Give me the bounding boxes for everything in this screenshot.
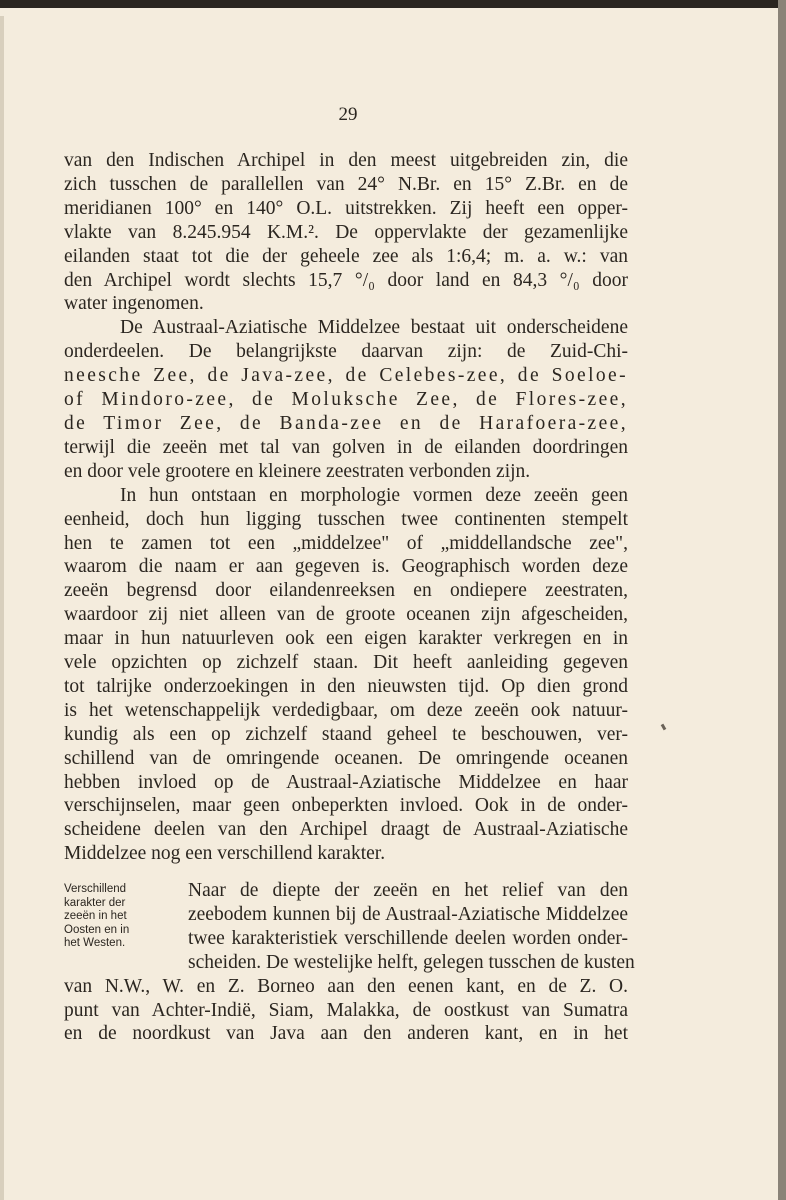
text-line: maar in hun natuurleven ook een eigen karakter verkregen en in — [64, 628, 628, 650]
paragraph-2 — [64, 316, 628, 483]
text-line: Naar de diepte der zeeën en het relief van den — [188, 880, 628, 901]
text-line: de Timor Zee, de Banda-zee en de Harafoera-zee, — [64, 412, 628, 434]
text-line: scheidene deelen van den Archipel draagt de Austraal-Aziatische — [64, 819, 628, 841]
text-line: Middelzee nog een verschillend karakter. — [64, 843, 386, 865]
text-line: neesche Zee, de Java-zee, de Celebes-zee, de Soeloe- — [64, 365, 628, 387]
text-line: scheiden. De westelijke helft, gelegen tusschen de kusten — [188, 951, 635, 973]
text-line: waardoor zij niet alleen van de groote oceanen zijn afgescheiden, — [64, 604, 628, 626]
main-text — [64, 149, 628, 866]
marginal-note-line: Verschillend — [64, 883, 127, 895]
text-line: waarom die naam er aan gegeven is. Geographisch worden deze — [64, 556, 628, 578]
section-2 — [64, 879, 635, 1046]
marginal-note-line: het Westen. — [64, 937, 126, 949]
text-line: hen te zamen tot een „middelzee" of „middellandsche zee", — [64, 532, 628, 554]
text-line: zich tusschen de parallellen van 24° N.Br. en 15° Z.Br. en de — [64, 173, 628, 195]
text-line: In hun ontstaan en morphologie vormen deze zeeën geen — [120, 484, 628, 506]
text-line: en door vele grootere en kleinere zeestraten verbonden zijn. — [64, 460, 531, 482]
text-line: hebben invloed op de Austraal-Aziatische Middelzee en haar — [64, 771, 628, 793]
marginal-note-line: Oosten en in — [64, 923, 130, 936]
page-edge-right — [778, 0, 786, 1200]
text-line: water ingenomen. — [64, 293, 204, 315]
section-2-with-margin — [64, 879, 635, 975]
text-line: vlakte van 8.245.954 K.M.². De oppervlakte der gezamenlijke — [64, 221, 628, 243]
page-number: 29 — [338, 104, 358, 125]
text-line: terwijl die zeeën met tal van golven in de eilanden doordringen — [64, 436, 628, 458]
text-line: verschijnselen, maar geen onbeperkten invloed. Ook in de onder- — [64, 795, 628, 817]
text-line: van N.W., W. en Z. Borneo aan den eenen kant, en de Z. O. — [64, 975, 628, 997]
text-line: twee karakteristiek verschillende deelen worden onder- — [188, 927, 628, 949]
text-line: eilanden staat tot die der geheele zee als 1:6,4; m. a. w.: van — [64, 245, 628, 267]
text-line: en de noordkust van Java aan den anderen kant, en in het — [64, 1023, 628, 1045]
text-line: kundig als een op zichzelf staand geheel te beschouwen, ver- — [64, 723, 628, 745]
text-line: zeeën begrensd door eilandenreeksen en ondiepere zeestraten, — [64, 580, 628, 602]
text-line: punt van Achter-Indië, Siam, Malakka, de oostkust van Sumatra — [64, 999, 628, 1021]
text-line: of Mindoro-zee, de Moluksche Zee, de Flores-zee, — [64, 389, 628, 411]
text-line: zeebodem kunnen bij de Austraal-Aziatische Middelzee — [188, 903, 628, 925]
marginal-note — [64, 883, 180, 951]
paragraph-1 — [64, 149, 628, 316]
text-line: den Archipel wordt slechts 15,7 °/₀ door land en 84,3 °/₀ door — [64, 269, 628, 291]
text-line: schillend van de omringende oceanen. De omringende oceanen — [64, 747, 628, 769]
ink-mark — [661, 724, 667, 731]
text-line: van den Indischen Archipel in den meest uitgebreiden zin, die — [64, 150, 628, 171]
page-edge-left — [0, 16, 4, 1200]
paragraph-3 — [64, 484, 628, 867]
text-line: tot talrijke onderzoekingen in den nieuwsten tijd. Op dien grond — [64, 675, 628, 697]
text-line: eenheid, doch hun ligging tusschen twee continenten stempelt — [64, 508, 628, 530]
text-line: is het wetenschappelijk verdedigbaar, om deze zeeën ook natuur- — [64, 699, 628, 721]
book-page — [0, 8, 778, 1200]
text-line: vele opzichten op zichzelf staan. Dit heeft aanleiding gegeven — [64, 652, 628, 674]
marginal-note-line: karakter der — [64, 896, 126, 909]
marginal-note-line: zeeën in het — [64, 910, 127, 922]
text-line: De Austraal-Aziatische Middelzee bestaat uit onderscheidene — [120, 317, 628, 339]
text-line: meridianen 100° en 140° O.L. uitstrekken. Zij heeft een opper- — [64, 197, 628, 219]
text-line: onderdeelen. De belangrijkste daarvan zijn: de Zuid-Chi- — [64, 341, 628, 363]
